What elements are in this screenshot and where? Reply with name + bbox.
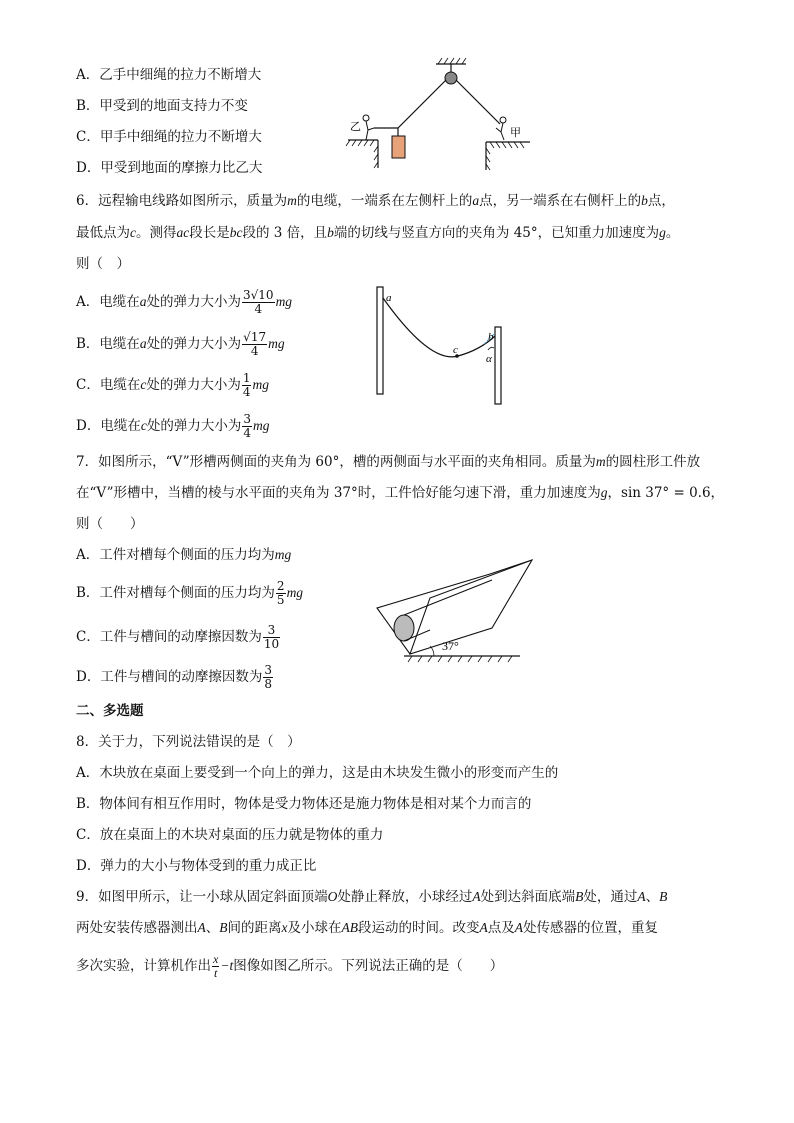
q6-option-d: D．电缆在c处的弹力大小为 $\frac{3}{4}$ mg	[76, 412, 270, 440]
q6-option-a: A．电缆在a处的弹力大小为 $\frac{3√10}{4}$ mg	[76, 288, 293, 316]
q7-stem-line1: 7．如图所示，“V”形槽两侧面的夹角为 60°，槽的两侧面与水平面的夹角相同。质量为m的圆柱形工件放	[76, 454, 701, 470]
q6-fig-label-b: b	[488, 331, 494, 343]
q8-option-c: C．放在桌面上的木块对桌面的压力就是物体的重力	[76, 827, 384, 843]
q8-stem: 8．关于力，下列说法错误的是（ ）	[76, 734, 301, 750]
q7-option-b: B．工件对槽每个侧面的压力均为 $\frac{2}{5}$ mg	[76, 579, 304, 607]
q8-option-b: B．物体间有相互作用时，物体是受力物体还是施力物体是相对某个力而言的	[76, 796, 532, 812]
q7-option-d: D．工件与槽间的动摩擦因数为 $\frac{3}{8}$	[76, 663, 272, 691]
q7-fig-angle: 37°	[442, 639, 459, 653]
q6-stem-line3: 则（ ）	[76, 256, 130, 272]
q5-label-yi: 乙	[350, 121, 361, 133]
q7-option-a: A．工件对槽每个侧面的压力均为mg	[76, 547, 292, 563]
q5-label-jia: 甲	[510, 127, 521, 139]
q5-option-b: B．甲受到的地面支持力不变	[76, 98, 248, 114]
q6-fig-label-a: a	[386, 292, 392, 304]
q8-option-a: A．木块放在桌面上要受到一个向上的弹力，这是由木块发生微小的形变而产生的	[76, 765, 559, 781]
q9-stem-line1: 9．如图甲所示，让一小球从固定斜面顶端O处静止释放，小球经过A处到达斜面底端B处，通过A、B	[76, 889, 668, 905]
q5-option-a: A．乙手中细绳的拉力不断增大	[76, 67, 262, 83]
q7-option-c: C．工件与槽间的动摩擦因数为 $\frac{3}{10}$	[76, 623, 280, 651]
section-heading-multiple-choice: 二、多选题	[76, 703, 144, 719]
q7-stem-line2: 在“V”形槽中，当槽的棱与水平面的夹角为 37°时，工件恰好能匀速下滑，重力加速度为g，sin 37° = 0.6，	[76, 485, 725, 501]
q6-fig-label-c: c	[453, 344, 458, 356]
q5-option-d: D．甲受到地面的摩擦力比乙大	[76, 160, 263, 176]
q6-cable-figure	[370, 284, 510, 406]
q6-option-b: B．电缆在a处的弹力大小为 $\frac{√17}{4}$ mg	[76, 330, 285, 358]
q7-stem-line3: 则（ ）	[76, 516, 144, 532]
q7-groove-figure	[372, 556, 548, 664]
q5-pulley-figure	[340, 58, 540, 180]
q8-option-d: D．弹力的大小与物体受到的重力成正比	[76, 858, 317, 874]
q6-option-c: C．电缆在c处的弹力大小为 $\frac{1}{4}$ mg	[76, 371, 269, 399]
q9-stem-line2: 两处安装传感器测出A、B间的距离x及小球在AB段运动的时间。改变A点及A处传感器的位置，重复	[76, 920, 658, 936]
q5-option-c: C．甲手中细绳的拉力不断增大	[76, 129, 262, 145]
q6-stem-line2: 最低点为c。测得ac段长是bc段的 3 倍，且b端的切线与竖直方向的夹角为 45°，已知重力加速度为g。	[76, 225, 680, 241]
q6-fig-label-alpha: α	[486, 353, 492, 365]
q6-stem-line1: 6．远程输电线路如图所示，质量为m的电缆，一端系在左侧杆上的a点，另一端系在右侧杆上的b点，	[76, 193, 675, 209]
q9-stem-line3: 多次实验，计算机作出 $\frac{x}{t}$ −t图像如图乙所示。下列说法正确的是（ ）	[76, 952, 504, 980]
